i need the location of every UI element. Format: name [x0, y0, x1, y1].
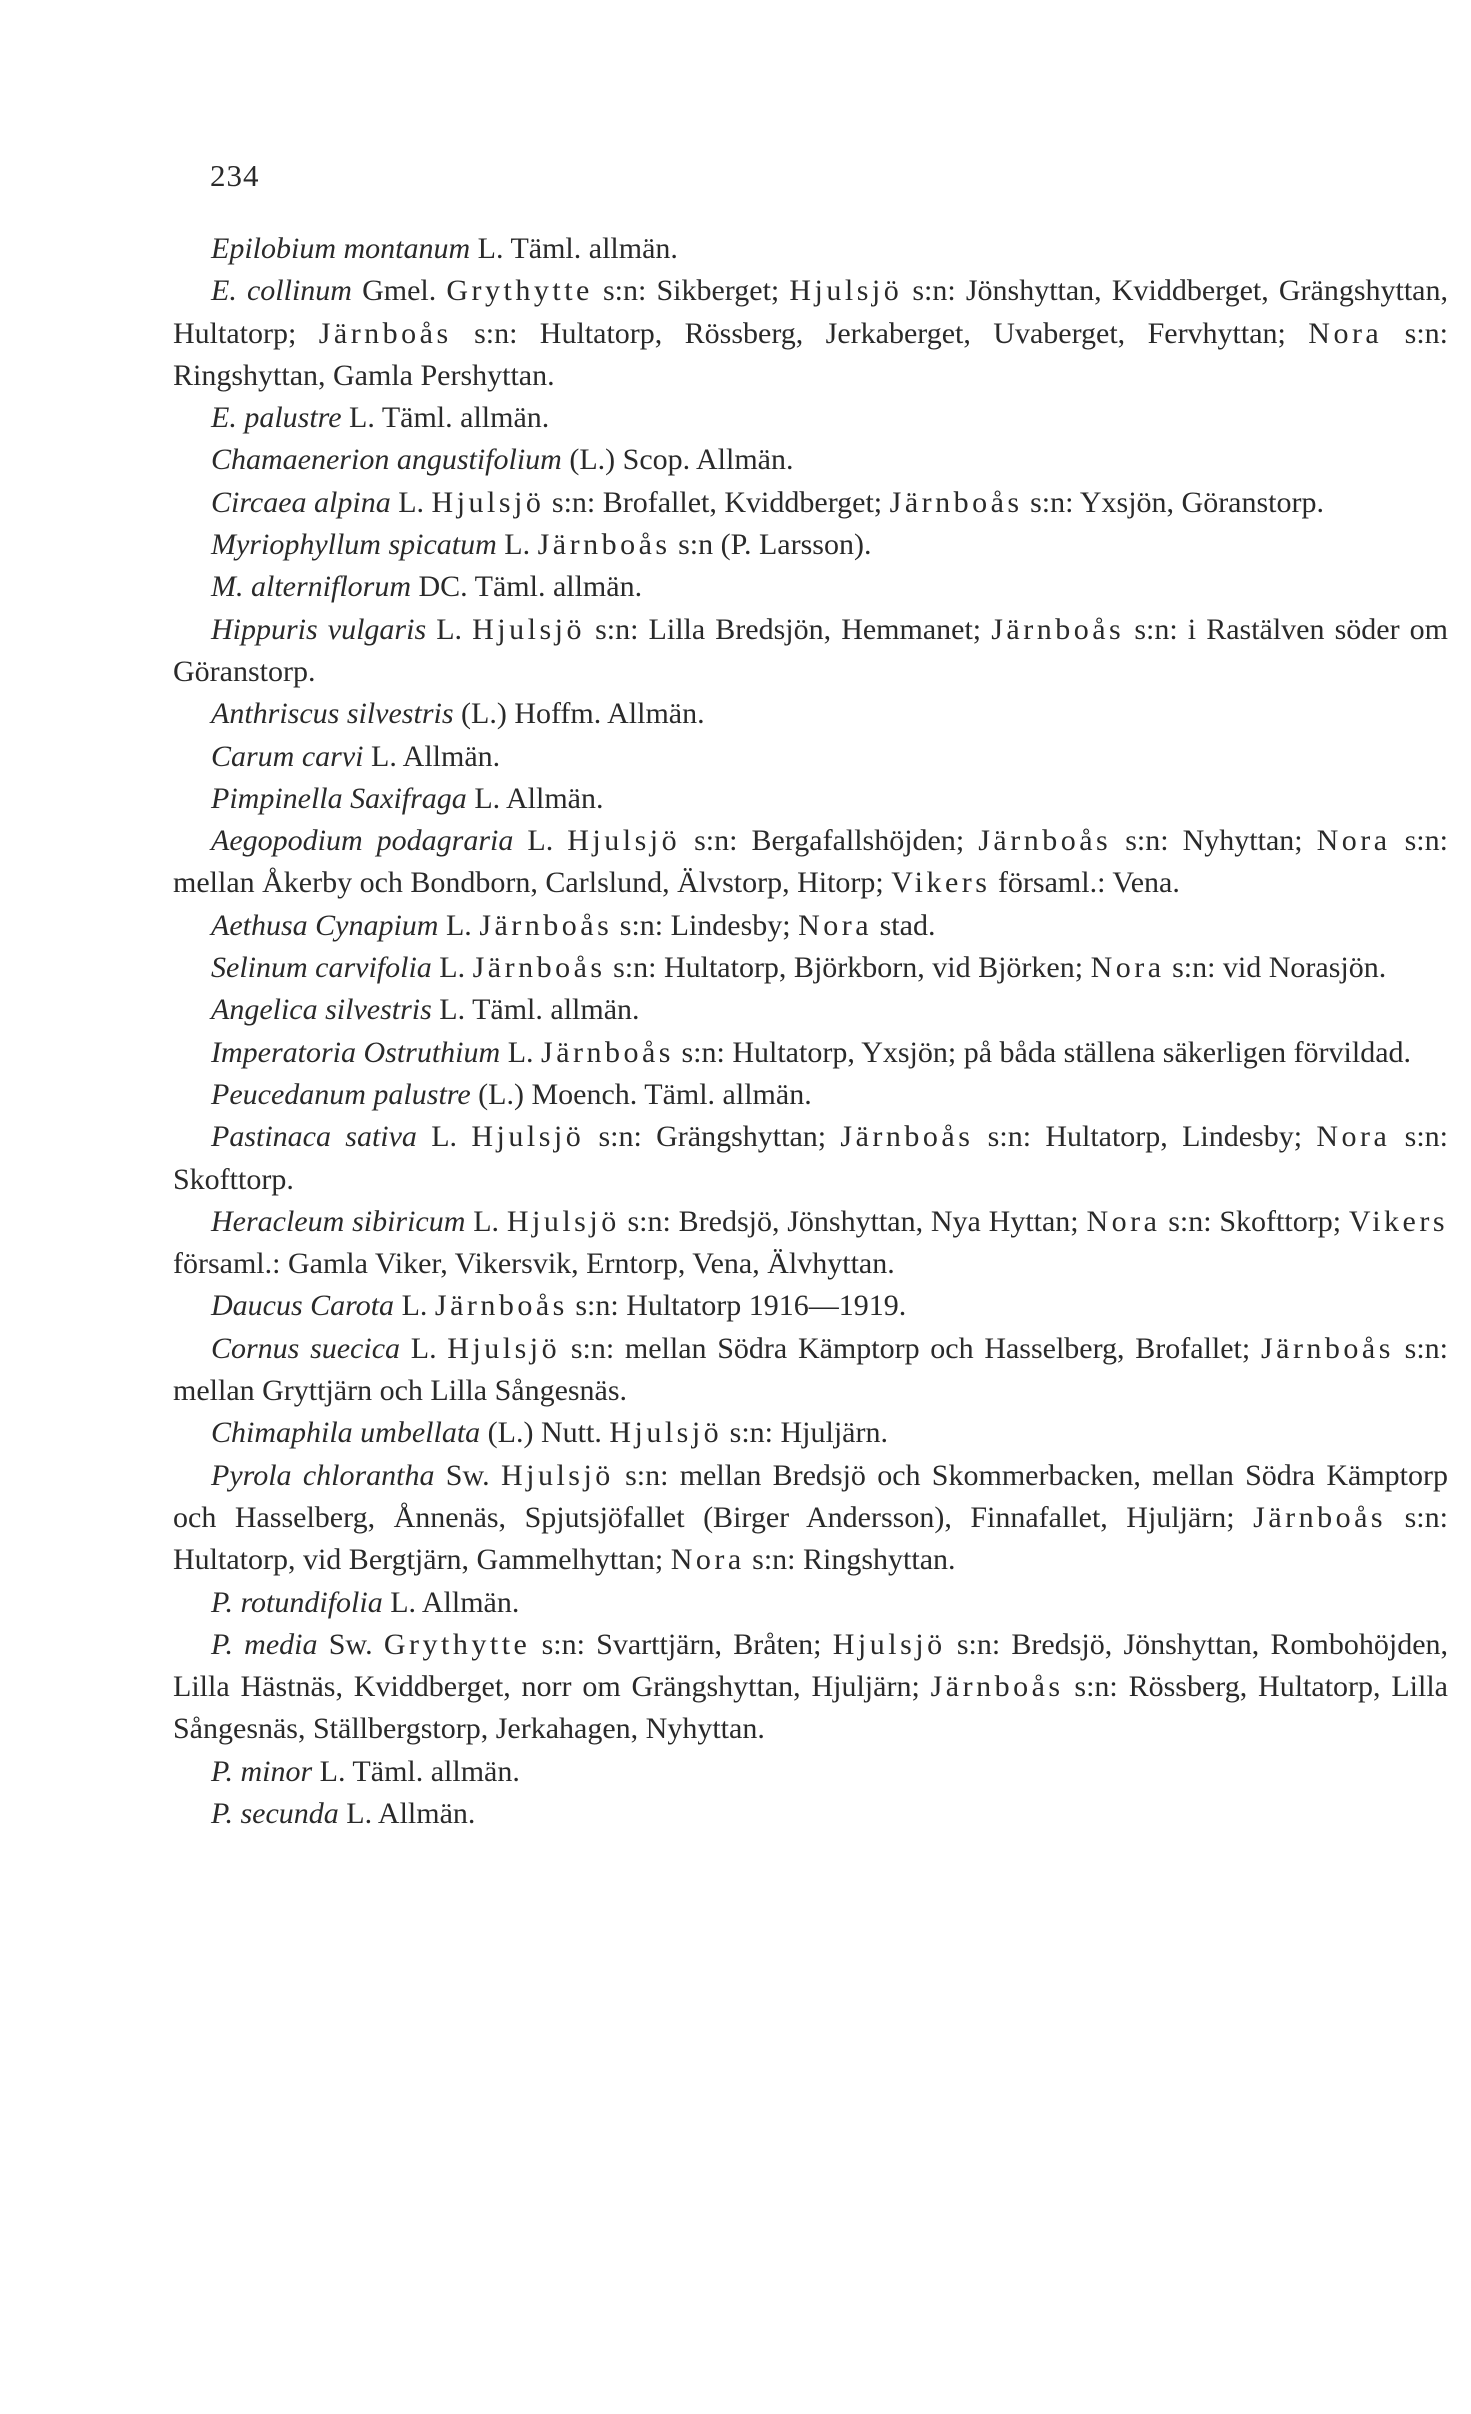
- species-entry: [173, 905, 1448, 947]
- species-entry: [173, 439, 1448, 481]
- entry-text: DC. Täml. allmän.: [411, 570, 643, 604]
- entry-text: L. Täml. allmän.: [470, 232, 678, 265]
- species-name: Imperatoria Ostruthium: [211, 1035, 501, 1069]
- entry-text: s:n (P. Larsson).: [670, 528, 872, 562]
- parish-name: Järnboås: [541, 1035, 674, 1069]
- species-entry: [173, 778, 1448, 820]
- species-name: P. secunda: [211, 1796, 339, 1830]
- entry-text: s:n: mellan Gryttjärn och Lilla Sångesnäs.: [173, 1331, 1448, 1408]
- entry-text: L.: [465, 1204, 507, 1238]
- entry-text: L. Täml. allmän.: [341, 401, 550, 435]
- species-name: Chimaphila umbellata: [211, 1416, 481, 1450]
- species-entry: [173, 270, 1448, 397]
- entry-text: s:n: mellan Åkerby och Bondborn, Carlslund, Älvstorp, Hitorp;: [173, 824, 1448, 900]
- entry-text: s:n: Hultatorp, Björkborn, vid Björken;: [605, 951, 1091, 985]
- entry-text: Sw.: [317, 1627, 384, 1661]
- species-entry: [173, 1624, 1448, 1751]
- species-name: E. collinum: [211, 274, 352, 308]
- species-entry: [173, 736, 1448, 778]
- species-name: Pimpinella Saxifraga: [211, 781, 467, 815]
- parish-name: Nora: [1316, 824, 1391, 858]
- species-entry: [173, 1751, 1448, 1793]
- entry-text: s:n: i Rastälven söder om Göranstorp.: [173, 612, 1448, 688]
- entry-text: L. Allmän.: [382, 1585, 520, 1619]
- parish-name: Hjulsjö: [609, 1416, 723, 1450]
- entry-text: (L.) Scop. Allmän.: [561, 443, 794, 477]
- species-entry: [173, 566, 1448, 608]
- species-name: Heracleum sibiricum: [211, 1204, 466, 1238]
- entry-text: L.: [390, 485, 432, 519]
- species-entry: [173, 989, 1448, 1031]
- parish-name: Järnboås: [434, 1289, 568, 1323]
- parish-name: Grythytte: [446, 274, 593, 308]
- species-name: Aethusa Cynapium: [211, 908, 439, 942]
- parish-name: Järnboås: [930, 1670, 1064, 1704]
- parish-name: Hjulsjö: [431, 485, 545, 519]
- species-name: Anthriscus silvestris: [211, 697, 454, 731]
- species-entry: [173, 1793, 1448, 1835]
- entry-text: Gmel.: [351, 274, 447, 308]
- species-entry: [173, 947, 1448, 989]
- entry-text: församl.: Gamla Viker, Vikersvik, Erntorp, Vena, Älvhyttan.: [173, 1247, 895, 1281]
- entry-text: (L.) Nutt.: [480, 1416, 610, 1450]
- parish-name: Järnboås: [479, 908, 613, 942]
- entry-text: L.: [438, 908, 480, 942]
- entry-text: s:n: Bredsjö, Jönshyttan, Nya Hyttan;: [619, 1204, 1087, 1238]
- species-entry: [173, 1285, 1448, 1327]
- parish-name: Nora: [1086, 1204, 1161, 1238]
- entry-text: Sw.: [434, 1458, 501, 1492]
- entry-text: s:n: Lilla Bredsjön, Hemmanet;: [585, 612, 992, 646]
- species-list: [173, 228, 1448, 1835]
- entry-text: L.: [394, 1289, 435, 1323]
- entry-text: s:n: Rössberg, Hultatorp, Lilla Sångesnäs, Ställbergstorp, Jerkahagen, Nyhyttan.: [173, 1670, 1449, 1746]
- species-name: Chamaenerion angustifolium: [211, 443, 562, 477]
- entry-text: L.: [500, 1035, 542, 1069]
- parish-name: Järnboås: [537, 528, 671, 562]
- parish-name: Hjulsjö: [447, 1331, 561, 1365]
- parish-name: Hjulsjö: [471, 1120, 585, 1154]
- species-entry: [173, 397, 1448, 439]
- parish-name: Nora: [798, 908, 873, 942]
- species-name: Carum carvi: [211, 739, 364, 773]
- parish-name: Hjulsjö: [832, 1627, 946, 1661]
- species-name: Cornus suecica: [211, 1331, 401, 1365]
- parish-name: Hjulsjö: [567, 824, 681, 858]
- entry-text: L.: [496, 528, 538, 562]
- parish-name: Vikers: [1348, 1204, 1449, 1238]
- entry-text: s:n: Yxsjön, Göranstorp.: [1022, 485, 1325, 519]
- entry-text: L. Allmän.: [363, 739, 501, 773]
- entry-text: s:n: Lindesby;: [612, 908, 799, 942]
- page-number: 234: [210, 158, 260, 193]
- parish-name: Järnboås: [1253, 1500, 1387, 1534]
- entry-text: s:n: mellan Södra Kämptorp och Hasselberg, Brofallet;: [560, 1331, 1261, 1365]
- entry-text: s:n: Brofallet, Kviddberget;: [544, 485, 890, 519]
- species-entry: [173, 1328, 1448, 1413]
- entry-text: L. Täml. allmän.: [312, 1754, 520, 1788]
- species-name: Pyrola chlorantha: [211, 1458, 435, 1492]
- entry-text: s:n: Ringshyttan, Gamla Pershyttan.: [173, 316, 1448, 392]
- entry-text: L. Allmän.: [466, 781, 604, 815]
- parish-name: Järnboås: [318, 316, 452, 350]
- parish-name: Järnboås: [840, 1120, 974, 1154]
- species-name: Aegopodium podagraria: [211, 824, 514, 858]
- species-entry: [173, 1412, 1448, 1454]
- entry-text: L. Allmän.: [338, 1796, 476, 1830]
- entry-text: stad.: [872, 908, 936, 942]
- species-entry: [173, 228, 1448, 270]
- entry-text: s:n: Jönshyttan, Kviddberget, Grängshyttan, Hultatorp;: [173, 274, 1448, 350]
- species-name: Circaea alpina: [211, 485, 391, 519]
- species-name: Pastinaca sativa: [211, 1120, 417, 1154]
- entry-text: L. Täml. allmän.: [431, 993, 640, 1027]
- parish-name: Järnboås: [991, 612, 1125, 646]
- species-name: P. media: [211, 1627, 318, 1661]
- entry-text: församl.: Vena.: [990, 866, 1180, 900]
- species-name: Peucedanum palustre: [211, 1077, 471, 1111]
- entry-text: s:n: Bredsjö, Jönshyttan, Rombohöjden, Lilla Hästnäs, Kviddberget, norr om Grängshyttan, Hjuljärn;: [173, 1627, 1449, 1704]
- parish-name: Nora: [1090, 951, 1165, 985]
- parish-name: Nora: [1308, 316, 1383, 350]
- entry-text: s:n: vid Norasjön.: [1164, 951, 1387, 985]
- entry-text: L.: [426, 612, 473, 646]
- parish-name: Nora: [1316, 1120, 1391, 1154]
- parish-name: Järnboås: [978, 824, 1112, 858]
- parish-name: Hjulsjö: [472, 612, 585, 646]
- species-name: Hippuris vulgaris: [211, 612, 427, 646]
- species-name: P. minor: [211, 1754, 313, 1788]
- entry-text: L.: [400, 1331, 448, 1365]
- species-name: Myriophyllum spicatum: [211, 528, 497, 562]
- parish-name: Nora: [670, 1543, 745, 1577]
- entry-text: s:n: Hultatorp, Yxsjön; på båda ställena säkerligen förvildad.: [674, 1035, 1412, 1069]
- entry-text: s:n: Sikberget;: [592, 274, 790, 308]
- species-name: P. rotundifolia: [211, 1585, 383, 1619]
- species-entry: [173, 482, 1448, 524]
- entry-text: L.: [416, 1120, 472, 1154]
- species-name: Epilobium montanum: [211, 232, 471, 265]
- species-name: E. palustre: [211, 401, 342, 435]
- species-entry: [173, 1032, 1448, 1074]
- species-entry: [173, 1074, 1448, 1116]
- entry-text: s:n: Grängshyttan;: [584, 1120, 841, 1154]
- entry-text: (L.) Moench. Täml. allmän.: [470, 1077, 812, 1111]
- species-entry: [173, 1116, 1448, 1201]
- parish-name: Hjulsjö: [500, 1458, 614, 1492]
- entry-text: s:n: Skofttorp.: [173, 1120, 1448, 1196]
- entry-text: s:n: Ringshyttan.: [744, 1543, 956, 1577]
- entry-text: s:n: Hultatorp 1916—1919.: [567, 1289, 907, 1323]
- species-name: Selinum carvifolia: [211, 951, 432, 985]
- parish-name: Järnboås: [1260, 1331, 1394, 1365]
- entry-text: (L.) Hoffm. Allmän.: [453, 697, 705, 731]
- parish-name: Hjulsjö: [789, 274, 903, 308]
- parish-name: Järnboås: [472, 951, 606, 985]
- species-entry: [173, 524, 1448, 566]
- species-entry: [173, 693, 1448, 735]
- species-name: M. alterniflorum: [211, 570, 411, 604]
- species-entry: [173, 820, 1448, 905]
- species-entry: [173, 609, 1448, 694]
- entry-text: s:n: Hultatorp, vid Bergtjärn, Gammelhyttan;: [173, 1500, 1448, 1577]
- species-entry: [173, 1582, 1448, 1624]
- parish-name: Hjulsjö: [506, 1204, 620, 1238]
- entry-text: s:n: Bergafallshöjden;: [680, 824, 979, 858]
- entry-text: s:n: mellan Bredsjö och Skommerbacken, mellan Södra Kämptorp och Hasselberg, Ånnenäs, Spjutsjöfallet (Birger Andersson), Finnafallet, Hjuljärn;: [173, 1458, 1448, 1534]
- entry-text: s:n: Nyhyttan;: [1111, 824, 1317, 858]
- entry-text: L.: [513, 824, 568, 858]
- species-entry: [173, 1455, 1448, 1582]
- entry-text: L.: [431, 951, 473, 985]
- entry-text: s:n: Hjuljärn.: [722, 1416, 888, 1450]
- species-name: Daucus Carota: [211, 1289, 395, 1323]
- species-name: Angelica silvestris: [211, 993, 432, 1027]
- entry-text: s:n: Hultatorp, Lindesby;: [973, 1120, 1317, 1154]
- parish-name: Grythytte: [383, 1627, 531, 1661]
- parish-name: Järnboås: [889, 485, 1023, 519]
- entry-text: s:n: Hultatorp, Rössberg, Jerkaberget, Uvaberget, Fervhyttan;: [451, 316, 1309, 350]
- entry-text: s:n: Svarttjärn, Bråten;: [530, 1627, 833, 1661]
- parish-name: Vikers: [891, 866, 991, 900]
- entry-text: s:n: Skofttorp;: [1160, 1204, 1349, 1238]
- species-entry: [173, 1201, 1448, 1286]
